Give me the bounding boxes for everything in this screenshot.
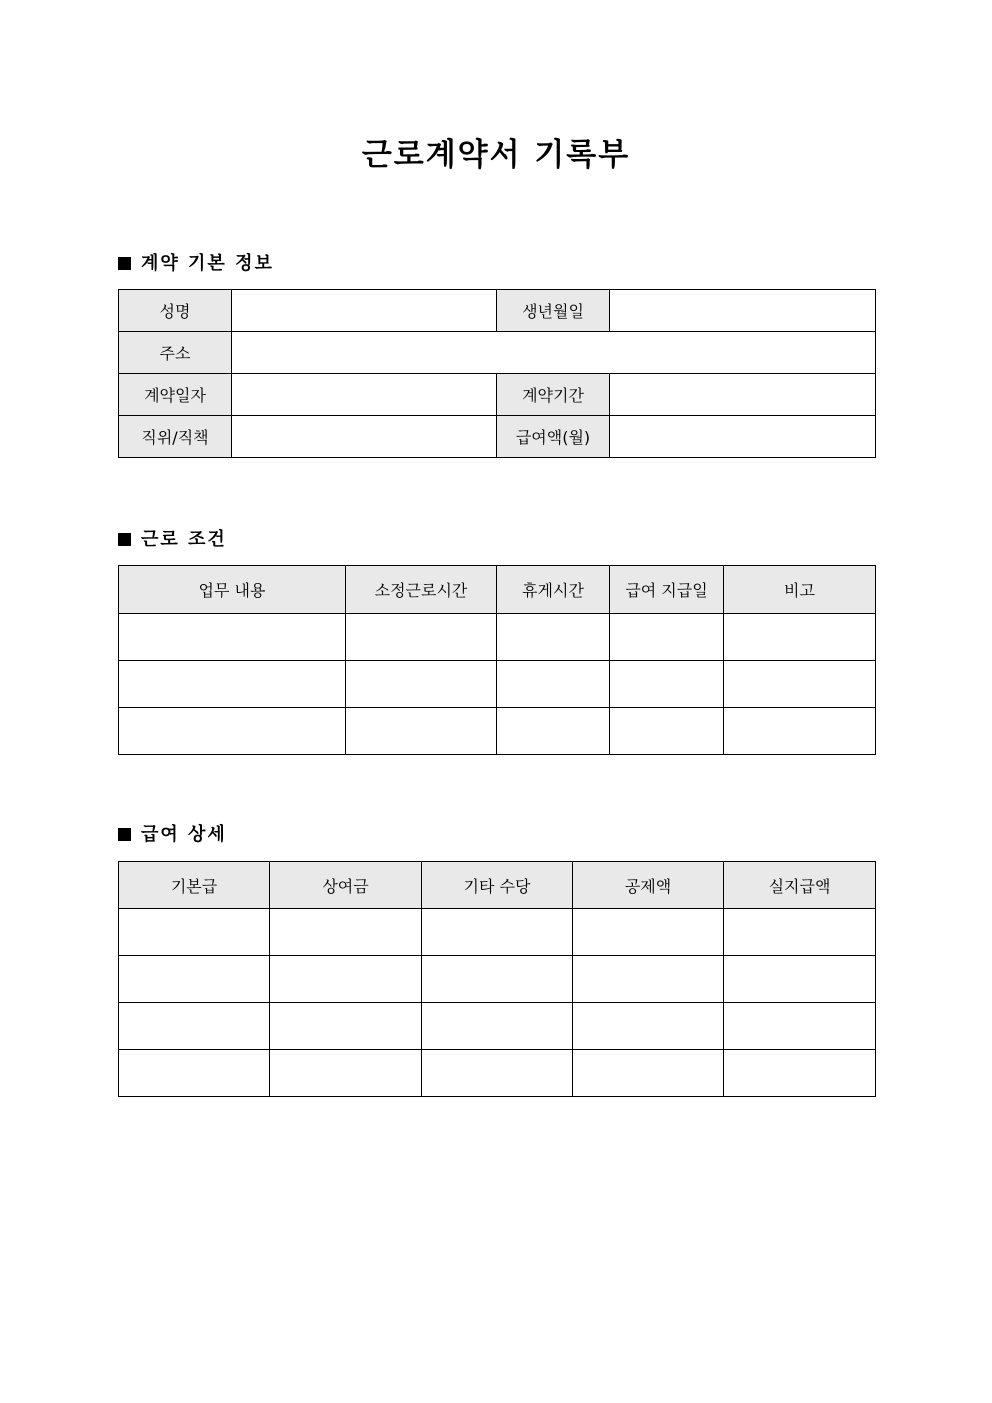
square-bullet-icon	[118, 533, 131, 546]
column-header: 기본급	[119, 862, 270, 909]
page-title: 근로계약서 기록부	[361, 137, 631, 173]
table-row	[119, 909, 876, 956]
table-cell[interactable]	[119, 956, 270, 1003]
table-cell[interactable]	[724, 614, 876, 661]
table-row	[119, 290, 876, 332]
table-cell[interactable]	[119, 708, 346, 755]
table-cell[interactable]	[119, 1003, 270, 1050]
table-cell[interactable]	[422, 909, 573, 956]
column-header: 기타 수당	[422, 862, 573, 909]
table-row	[119, 708, 876, 755]
table-cell[interactable]	[119, 909, 270, 956]
table-row	[119, 1003, 876, 1050]
column-header: 공제액	[573, 862, 724, 909]
work-conditions-table	[118, 565, 876, 755]
column-header: 급여 지급일	[610, 566, 724, 614]
position-label: 직위/직책	[119, 416, 232, 458]
table-cell[interactable]	[497, 614, 610, 661]
table-cell[interactable]	[573, 956, 724, 1003]
table-row	[119, 332, 876, 374]
table-cell[interactable]	[422, 956, 573, 1003]
monthly-pay-field[interactable]	[610, 416, 876, 458]
table-cell[interactable]	[724, 956, 876, 1003]
address-label: 주소	[119, 332, 232, 374]
column-header: 상여금	[270, 862, 422, 909]
column-header: 비고	[724, 566, 876, 614]
table-cell[interactable]	[119, 661, 346, 708]
table-cell[interactable]	[346, 708, 497, 755]
contract-period-field[interactable]	[610, 374, 876, 416]
table-row	[119, 1050, 876, 1097]
table-cell[interactable]	[724, 661, 876, 708]
column-header: 휴게시간	[497, 566, 610, 614]
table-row	[119, 661, 876, 708]
section-heading-work-conditions	[118, 527, 227, 553]
table-row	[119, 374, 876, 416]
name-field[interactable]	[232, 290, 497, 332]
table-row	[119, 614, 876, 661]
table-cell[interactable]	[119, 614, 346, 661]
square-bullet-icon	[118, 828, 131, 841]
table-cell[interactable]	[610, 661, 724, 708]
table-cell[interactable]	[497, 708, 610, 755]
table-cell[interactable]	[573, 1003, 724, 1050]
birthdate-field[interactable]	[610, 290, 876, 332]
section-title: 계약 기본 정보	[141, 253, 274, 274]
section-heading-pay-details	[118, 822, 227, 848]
table-header-row	[119, 566, 876, 614]
address-field[interactable]	[232, 332, 876, 374]
table-cell[interactable]	[724, 909, 876, 956]
table-cell[interactable]	[270, 909, 422, 956]
section-title: 급여 상세	[141, 824, 227, 845]
column-header: 실지급액	[724, 862, 876, 909]
square-bullet-icon	[118, 257, 131, 270]
monthly-pay-label: 급여액(월)	[497, 416, 610, 458]
basic-info-table	[118, 289, 876, 458]
pay-details-table	[118, 861, 876, 1097]
table-cell[interactable]	[573, 909, 724, 956]
table-cell[interactable]	[422, 1003, 573, 1050]
contract-date-label: 계약일자	[119, 374, 232, 416]
section-title: 근로 조건	[141, 529, 227, 550]
table-row	[119, 416, 876, 458]
table-cell[interactable]	[724, 708, 876, 755]
table-header-row	[119, 862, 876, 909]
table-cell[interactable]	[724, 1050, 876, 1097]
table-cell[interactable]	[610, 708, 724, 755]
name-label: 성명	[119, 290, 232, 332]
table-cell[interactable]	[270, 956, 422, 1003]
table-cell[interactable]	[573, 1050, 724, 1097]
position-field[interactable]	[232, 416, 497, 458]
table-row	[119, 956, 876, 1003]
contract-date-field[interactable]	[232, 374, 497, 416]
table-cell[interactable]	[270, 1003, 422, 1050]
table-cell[interactable]	[346, 661, 497, 708]
table-cell[interactable]	[346, 614, 497, 661]
column-header: 업무 내용	[119, 566, 346, 614]
contract-period-label: 계약기간	[497, 374, 610, 416]
table-cell[interactable]	[497, 661, 610, 708]
table-cell[interactable]	[119, 1050, 270, 1097]
section-heading-basic-info	[118, 251, 274, 277]
table-cell[interactable]	[270, 1050, 422, 1097]
column-header: 소정근로시간	[346, 566, 497, 614]
table-cell[interactable]	[610, 614, 724, 661]
table-cell[interactable]	[422, 1050, 573, 1097]
table-cell[interactable]	[724, 1003, 876, 1050]
birthdate-label: 생년월일	[497, 290, 610, 332]
